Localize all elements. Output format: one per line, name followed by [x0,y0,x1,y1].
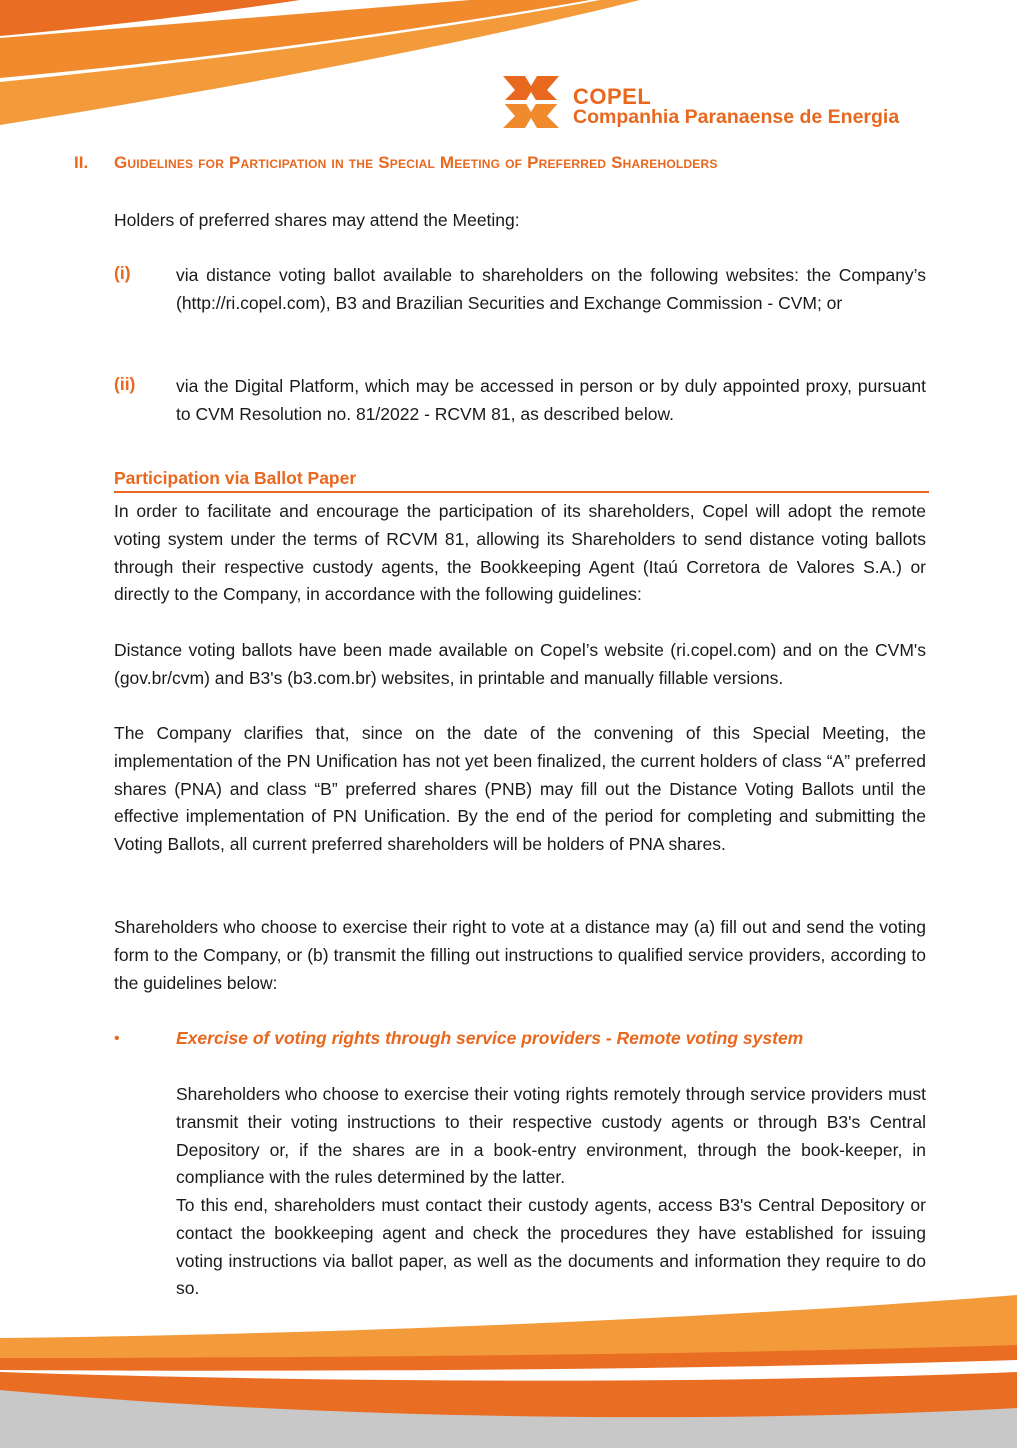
item-label-ii: (ii) [114,374,136,394]
bullet-point: • [114,1030,120,1047]
bullet-paragraph-1: Shareholders who choose to exercise their voting rights remotely through service providers must transmit their voting instructions to their respective custody agents or through B3's Central Depository or, if the shares are in a book-entry environment, through the book-keeper, in compliance with the rules determined by the latter. [176,1084,926,1188]
company-full-name: Companhia Paranaense de Energia [573,106,900,128]
copel-logo-icon [503,76,559,128]
item-label-i: (i) [114,263,131,283]
paragraph-2: Distance voting ballots have been made available on Copel’s website (ri.copel.com) and on the CVM's (gov.br/cvm) and B3's (b3.com.br) websites, in printable and manually fillable versions. [114,640,926,688]
company-short-name: COPEL [573,84,652,109]
item-text-i: via distance voting ballot available to shareholders on the following websites: the Company’s (http://ri.copel.com), B3 and Brazilian Securities and Exchange Commission - CVM; or [176,265,926,313]
bullet-paragraph-2: To this end, shareholders must contact their custody agents, access B3's Central Depository or contact the bookkeeping agent and check the procedures they have established for issuing voting instructions via ballot paper, as well as the documents and information they require to do so. [176,1195,926,1299]
item-text-ii: via the Digital Platform, which may be accessed in person or by duly appointed proxy, pursuant to CVM Resolution no. 81/2022 - RCVM 81, as described below. [176,376,926,424]
paragraph-4: Shareholders who choose to exercise their right to vote at a distance may (a) fill out and send the voting form to the Company, or (b) transmit the filling out instructions to qualified service providers, according to the guidelines below: [114,917,926,993]
paragraph-1: In order to facilitate and encourage the participation of its shareholders, Copel will adopt the remote voting system under the terms of RCVM 81, allowing its Shareholders to send distance voting ballots through their respective custody agents, the Bookkeeping Agent (Itaú Corretora de Valores S.A.) or directly to the Company, in accordance with the following guidelines: [114,501,926,605]
page-number: 5/18 [976,1362,1000,1376]
subheading-ballot-paper: Participation via Ballot Paper [114,468,929,493]
footer-decoration [0,1290,1017,1448]
bullet-title: Exercise of voting rights through service providers - Remote voting system [176,1028,804,1048]
intro-text: Holders of preferred shares may attend the Meeting: [114,210,520,230]
paragraph-3: The Company clarifies that, since on the date of the convening of this Special Meeting, the implementation of the PN Unification has not yet been finalized, the current holders of class “A” preferred shares (PNA) and class “B” preferred shares (PNB) may fill out the Distance Voting Ballots until the effective implementation of PN Unification. By the end of the period for completing and submitting the Voting Ballots, all current preferred shareholders will be holders of PNA shares. [114,723,926,855]
section-number: II. [74,153,89,172]
section-title: Guidelines for Participation in the Special Meeting of Preferred Shareholders [114,153,718,172]
